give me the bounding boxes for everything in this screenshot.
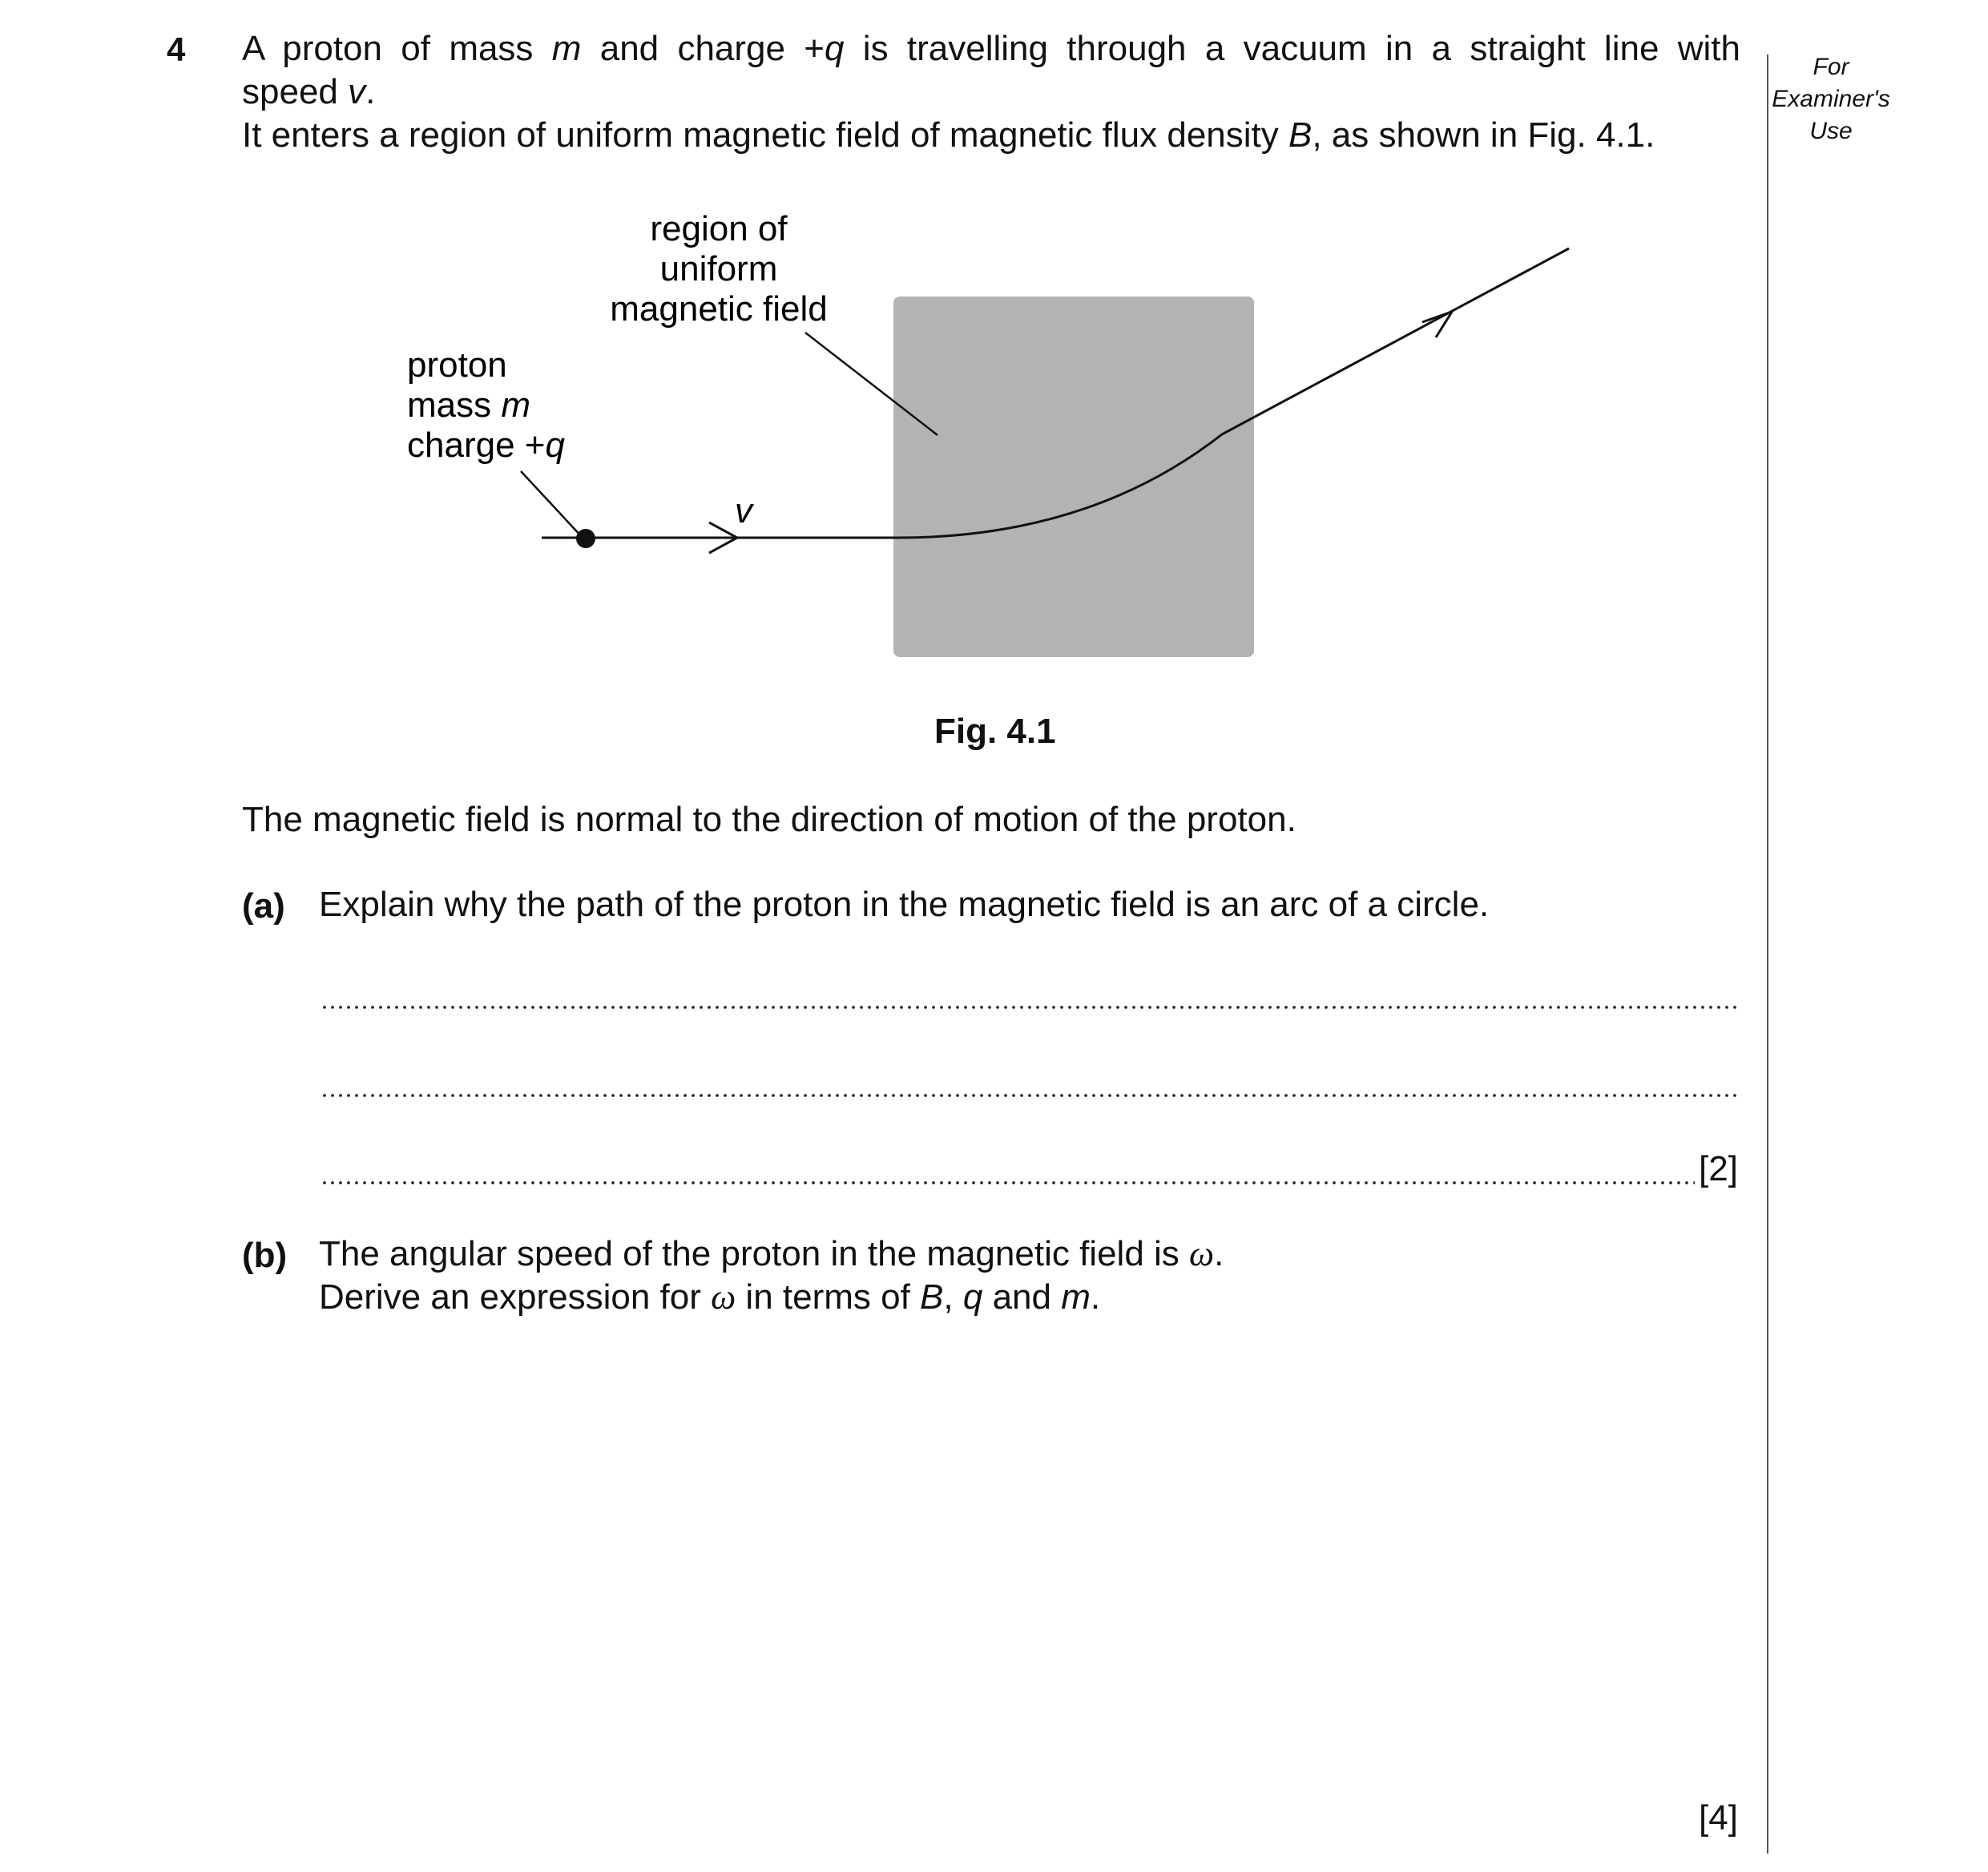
part-b-label: (b) <box>242 1236 288 1275</box>
examiner-line: Use <box>1809 118 1853 144</box>
question-number: 4 <box>167 30 186 68</box>
figure-4-1 <box>0 0 1988 721</box>
intro-text: It enters a region of uniform magnetic field of magnetic flux density <box>242 115 1288 155</box>
field-statement: The magnetic field is normal to the direction of motion of the proton. <box>242 800 1296 839</box>
part-b-marks: [4] <box>1699 1798 1738 1838</box>
var-omega: ω <box>1189 1234 1215 1273</box>
part-b-text-span: The angular speed of the proton in the magnetic field is <box>319 1234 1190 1273</box>
proton-label-line-2 <box>407 385 530 425</box>
answer-line-a2[interactable] <box>321 1093 1739 1098</box>
part-b-text-span: and <box>982 1277 1062 1317</box>
part-b-text-span: Derive an expression for <box>319 1277 712 1317</box>
part-b-text-span: in terms of <box>736 1277 921 1317</box>
intro-text: speed <box>242 72 349 111</box>
part-b-text <box>319 1233 1224 1319</box>
var-m: m <box>501 385 531 425</box>
velocity-label: v <box>735 491 752 531</box>
examiner-line: Examiner's <box>1772 86 1890 112</box>
figure-caption: Fig. 4.1 <box>934 712 1056 751</box>
proton-dot <box>576 529 595 548</box>
var-q: q <box>545 426 565 465</box>
intro-text: . <box>365 72 376 111</box>
var-m: m <box>551 29 582 68</box>
region-label-line-1: region of <box>650 209 788 248</box>
intro-text: is travelling through a vacuum in a straight line with <box>844 29 1740 68</box>
var-B: B <box>1288 115 1313 155</box>
part-b-text-span: . <box>1090 1277 1101 1317</box>
proton-label-line-3 <box>407 426 565 465</box>
intro-text: and charge + <box>581 29 825 68</box>
var-omega: ω <box>711 1277 736 1317</box>
mass-text: mass <box>407 385 502 425</box>
answer-line-a3[interactable] <box>321 1180 1695 1185</box>
part-b-line-1 <box>319 1233 1224 1276</box>
intro-text: , as shown in Fig. 4.1. <box>1312 115 1655 155</box>
part-a-text: Explain why the path of the proton in the magnetic field is an arc of a circle. <box>319 885 1490 924</box>
var-B: B <box>920 1277 944 1317</box>
answer-line-a1[interactable] <box>321 1005 1739 1010</box>
var-v: v <box>348 72 366 111</box>
proton-label-line-1: proton <box>407 345 507 385</box>
part-b-text-span: . <box>1214 1234 1224 1273</box>
proton-leader-line <box>521 471 583 539</box>
magnetic-field-region <box>893 297 1254 657</box>
region-label-line-3: magnetic field <box>610 289 828 329</box>
part-b-line-2 <box>319 1276 1224 1319</box>
intro-text: A proton of mass <box>242 29 552 68</box>
part-a-label: (a) <box>242 886 285 926</box>
region-label-line-2: uniform <box>659 249 778 288</box>
charge-text: charge + <box>407 426 546 465</box>
var-m: m <box>1061 1277 1091 1317</box>
var-q: q <box>825 29 845 68</box>
var-q: q <box>962 1277 983 1317</box>
examiner-line: For <box>1813 54 1849 80</box>
part-b-text-span: , <box>943 1277 963 1317</box>
part-a-marks: [2] <box>1699 1149 1738 1188</box>
